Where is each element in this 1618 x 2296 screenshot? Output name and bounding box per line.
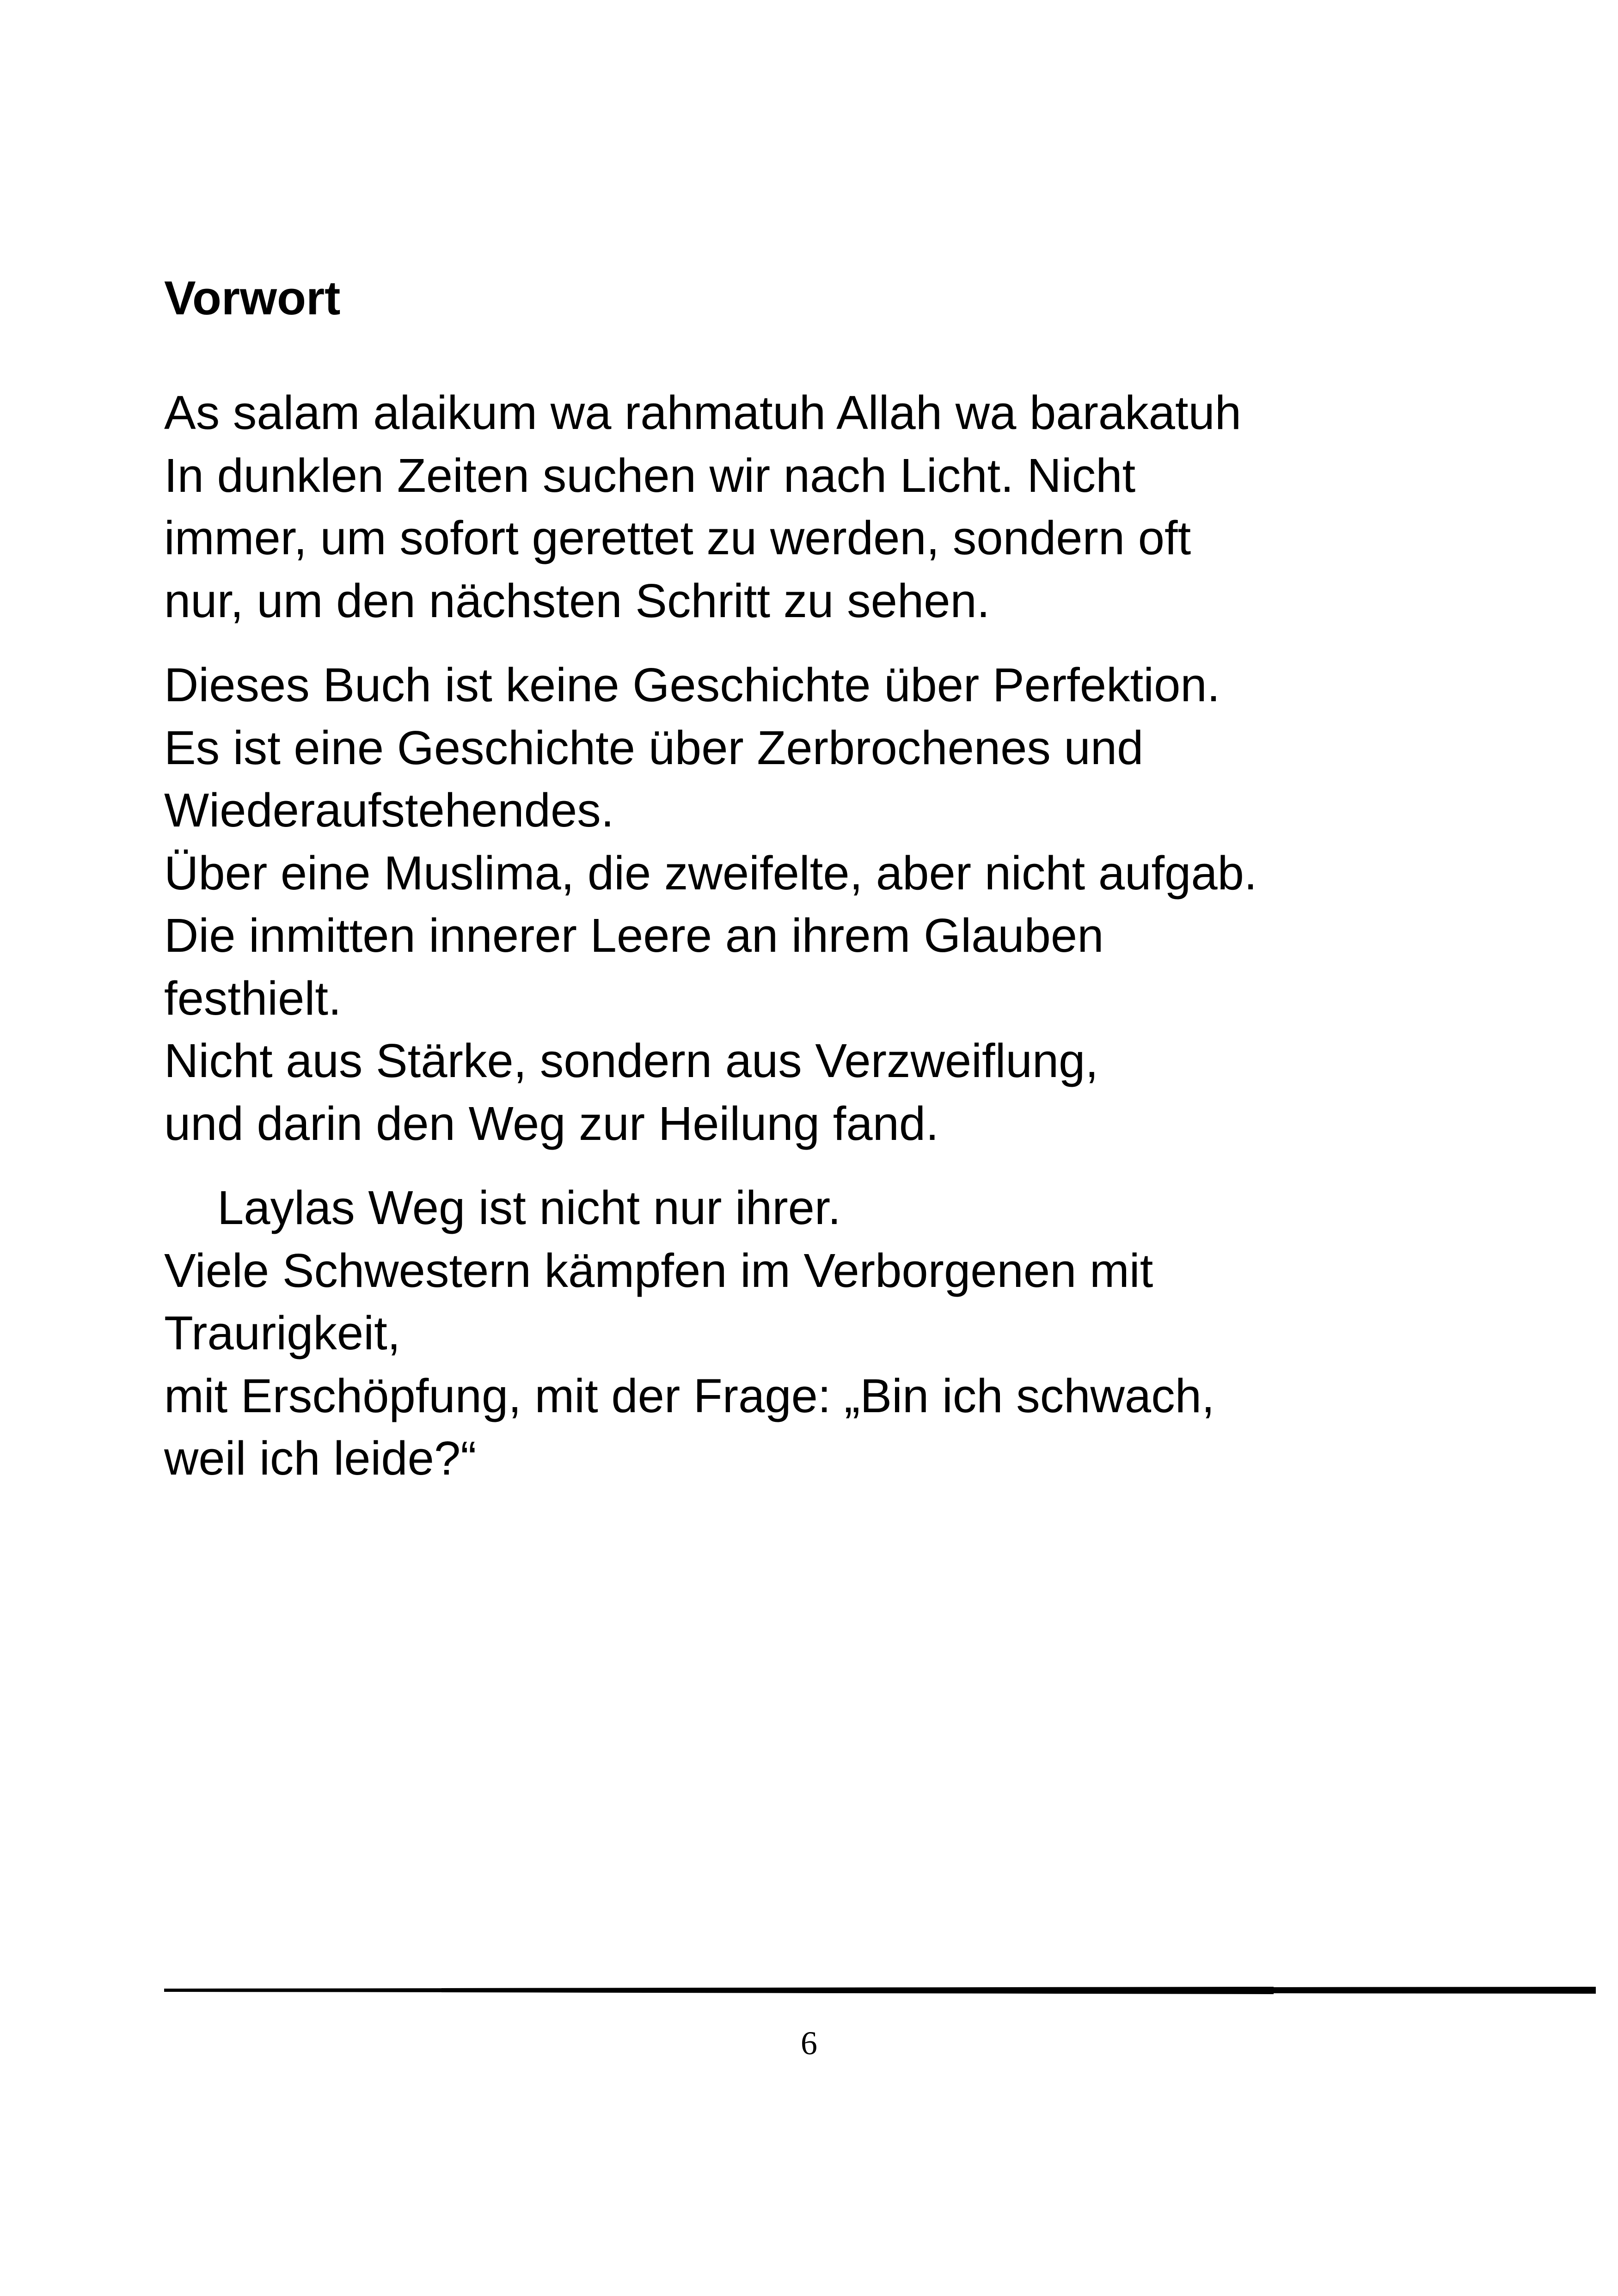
paragraph-book-description	[164, 654, 1551, 1155]
text-line: Wiederaufstehendes.	[164, 784, 614, 837]
text-line: In dunklen Zeiten suchen wir nach Licht. Nicht	[164, 448, 1136, 502]
body-text	[164, 381, 1551, 1490]
paragraph-laylas-way	[164, 1176, 1551, 1490]
text-line: festhielt.	[164, 971, 342, 1025]
text-line: Die inmitten innerer Leere an ihrem Glauben	[164, 909, 1104, 962]
text-line: nur, um den nächsten Schritt zu sehen.	[164, 574, 990, 627]
text-line: Laylas Weg ist nicht nur ihrer.	[217, 1181, 841, 1234]
text-line: Über eine Muslima, die zweifelte, aber nicht aufgab.	[164, 846, 1257, 900]
paragraph-greeting	[164, 381, 1551, 632]
text-line: Traurigkeit,	[164, 1306, 401, 1359]
text-line: mit Erschöpfung, mit der Frage: „Bin ich schwach,	[164, 1369, 1215, 1422]
footer-divider	[164, 1984, 1596, 1996]
page-title: Vorwort	[164, 271, 341, 325]
text-line: Es ist eine Geschichte über Zerbrochenes und	[164, 721, 1144, 774]
text-line: Nicht aus Stärke, sondern aus Verzweiflung,	[164, 1034, 1099, 1087]
text-line: und darin den Weg zur Heilung fand.	[164, 1096, 939, 1150]
text-line: Dieses Buch ist keine Geschichte über Perfektion.	[164, 658, 1220, 711]
text-line: weil ich leide?“	[164, 1432, 477, 1485]
page-number: 6	[801, 2025, 817, 2062]
text-line: As salam alaikum wa rahmatuh Allah wa barakatuh	[164, 386, 1242, 439]
text-line: immer, um sofort gerettet zu werden, sondern oft	[164, 511, 1191, 564]
text-line: Viele Schwestern kämpfen im Verborgenen mit	[164, 1243, 1153, 1297]
